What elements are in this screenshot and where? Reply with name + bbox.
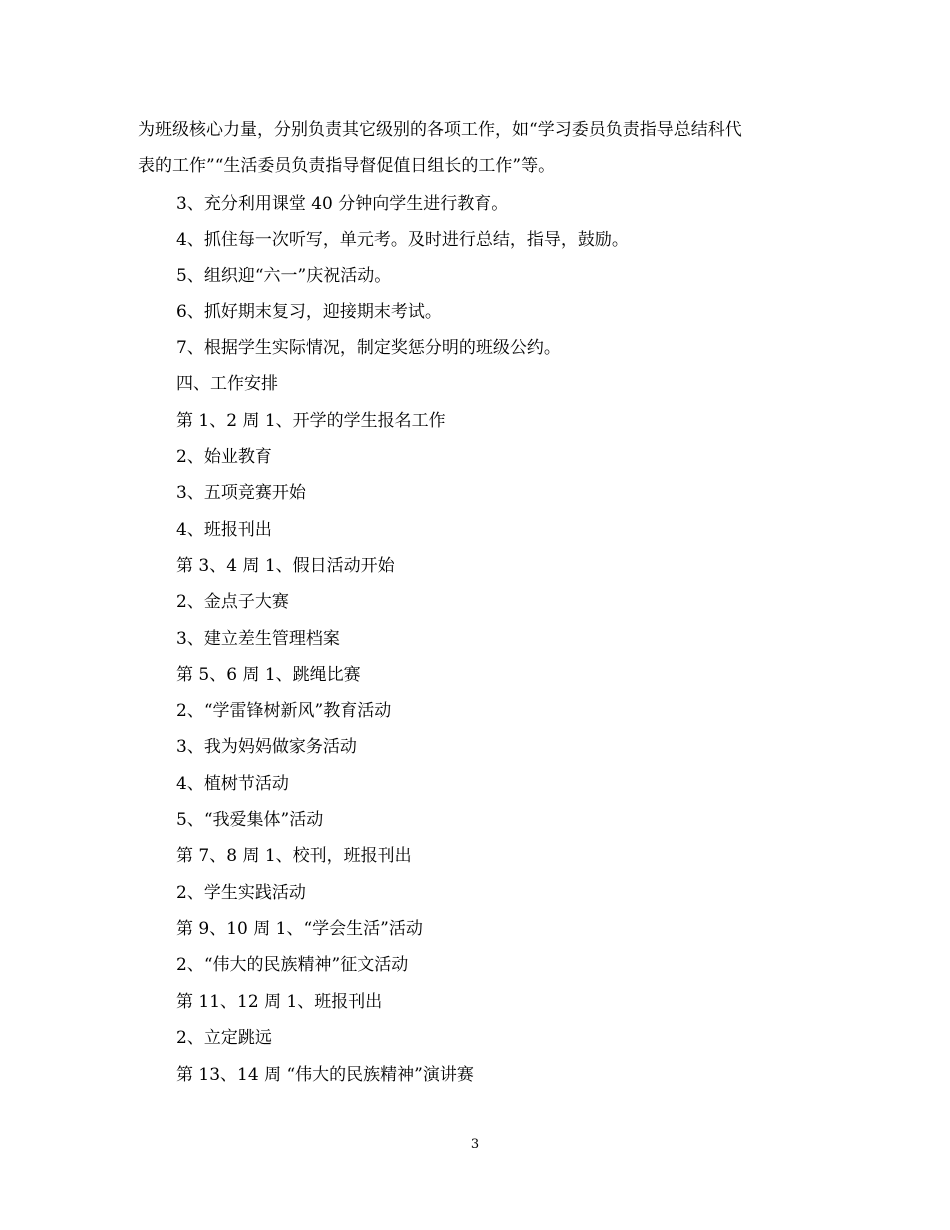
schedule-line: 2、金点子大赛	[176, 592, 289, 612]
list-item: 7、根据学生实际情况，制定奖惩分明的班级公约。	[176, 338, 561, 358]
schedule-line: 第 7、8 周 1、校刊，班报刊出	[176, 846, 412, 866]
schedule-line: 第 13、14 周 “伟大的民族精神”演讲赛	[176, 1065, 474, 1085]
schedule-line: 3、我为妈妈做家务活动	[176, 737, 357, 757]
list-item: 4、抓住每一次听写，单元考。及时进行总结，指导，鼓励。	[176, 230, 629, 250]
schedule-line: 2、始业教育	[176, 447, 272, 467]
schedule-line: 4、植树节活动	[176, 774, 289, 794]
schedule-line: 第 5、6 周 1、跳绳比赛	[176, 665, 361, 685]
schedule-line: 4、班报刊出	[176, 520, 272, 540]
list-item: 3、充分利用课堂 40 分钟向学生进行教育。	[176, 194, 509, 214]
schedule-line: 第 9、10 周 1、“学会生活”活动	[176, 919, 423, 939]
schedule-line: 第 11、12 周 1、班报刊出	[176, 992, 383, 1012]
schedule-line: 2、“学雷锋树新风”教育活动	[176, 701, 392, 721]
section-heading: 四、工作安排	[176, 374, 278, 394]
list-item: 5、组织迎“六一”庆祝活动。	[176, 266, 392, 286]
paragraph-line-2: 表的工作”“生活委员负责指导督促值日组长的工作”等。	[138, 156, 556, 176]
paragraph-line-1: 为班级核心力量，分别负责其它级别的各项工作，如“学习委员负责指导总结科代	[138, 120, 742, 140]
list-item: 6、抓好期末复习，迎接期末考试。	[176, 302, 442, 322]
schedule-line: 2、立定跳远	[176, 1028, 272, 1048]
page-number: 3	[470, 1137, 480, 1152]
schedule-line: 2、学生实践活动	[176, 883, 306, 903]
schedule-line: 2、“伟大的民族精神”征文活动	[176, 955, 409, 975]
schedule-line: 第 1、2 周 1、开学的学生报名工作	[176, 411, 446, 431]
schedule-line: 3、五项竞赛开始	[176, 483, 306, 503]
schedule-line: 3、建立差生管理档案	[176, 629, 340, 649]
schedule-line: 第 3、4 周 1、假日活动开始	[176, 556, 395, 576]
schedule-line: 5、“我爱集体”活动	[176, 810, 324, 830]
